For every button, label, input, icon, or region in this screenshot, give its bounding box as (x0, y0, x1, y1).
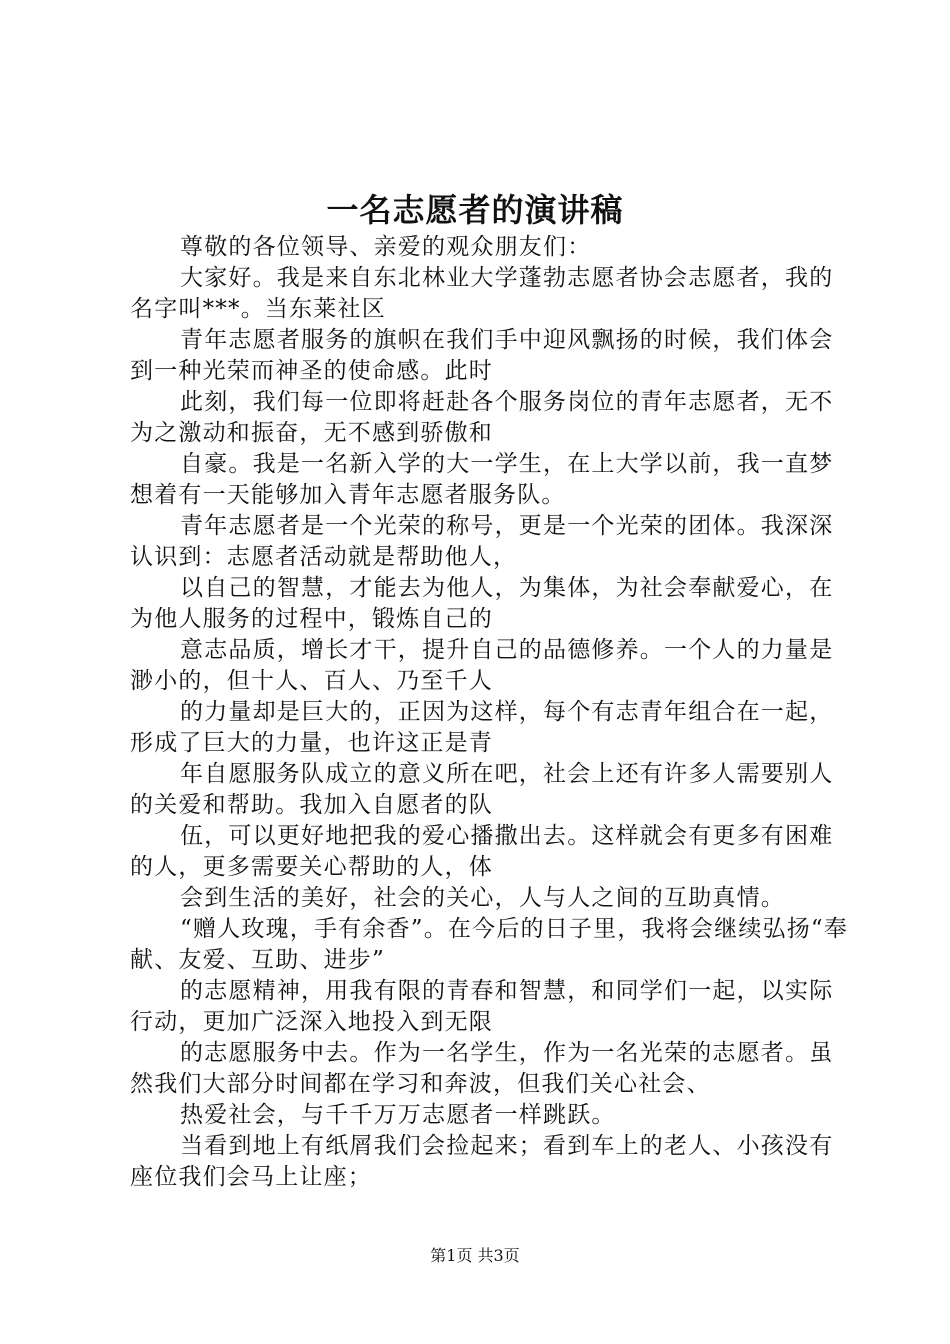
paragraph: 年自愿服务队成立的意义所在吧，社会上还有许多人需要别人的关爱和帮助。我加入自愿者的队 (130, 761, 834, 818)
paragraph: 此刻，我们每一位即将赶赴各个服务岗位的青年志愿者，无不为之激动和振奋，无不感到骄傲和 (130, 389, 834, 446)
paragraph: 当看到地上有纸屑我们会捡起来；看到车上的老人、小孩没有座位我们会马上让座； (130, 1133, 834, 1190)
paragraph: 伍，可以更好地把我的爱心播撒出去。这样就会有更多有困难的人，更多需要关心帮助的人，体 (130, 823, 834, 880)
document-title: 一名志愿者的演讲稿 (326, 191, 624, 229)
document-body (130, 232, 850, 1193)
paragraph: 会到生活的美好，社会的关心，人与人之间的互助真情。 (180, 885, 785, 911)
paragraph: 热爱社会，与千千万万志愿者一样跳跃。 (180, 1102, 616, 1128)
paragraph: 的力量却是巨大的，正因为这样，每个有志青年组合在一起，形成了巨大的力量，也许这正是青 (130, 699, 834, 756)
paragraph: 大家好。我是来自东北林业大学蓬勃志愿者协会志愿者，我的名字叫***。当东莱社区 (130, 265, 834, 322)
paragraph: “赠人玫瑰，手有余香”。在今后的日子里，我将会继续弘扬“奉献、友爱、互助、进步” (130, 916, 849, 973)
paragraph: 自豪。我是一名新入学的大一学生，在上大学以前，我一直梦想着有一天能够加入青年志愿者服务队。 (130, 451, 834, 508)
paragraph: 意志品质，增长才干，提升自己的品德修养。一个人的力量是渺小的，但十人、百人、乃至千人 (130, 637, 834, 694)
paragraph: 青年志愿者服务的旗帜在我们手中迎风飘扬的时候，我们体会到一种光荣而神圣的使命感。此时 (130, 327, 834, 384)
paragraph: 的志愿精神，用我有限的青春和智慧，和同学们一起，以实际行动，更加广泛深入地投入到无限 (130, 978, 834, 1035)
paragraph: 的志愿服务中去。作为一名学生，作为一名光荣的志愿者。虽然我们大部分时间都在学习和奔波，但我们关心社会、 (130, 1040, 834, 1097)
paragraph: 以自己的智慧，才能去为他人，为集体，为社会奉献爱心，在为他人服务的过程中，锻炼自己的 (130, 575, 834, 632)
page-number-footer: 第1页 共3页 (430, 1246, 520, 1265)
paragraph: 尊敬的各位领导、亲爱的观众朋友们： (180, 234, 592, 260)
paragraph: 青年志愿者是一个光荣的称号，更是一个光荣的团体。我深深认识到：志愿者活动就是帮助他人， (130, 513, 834, 570)
